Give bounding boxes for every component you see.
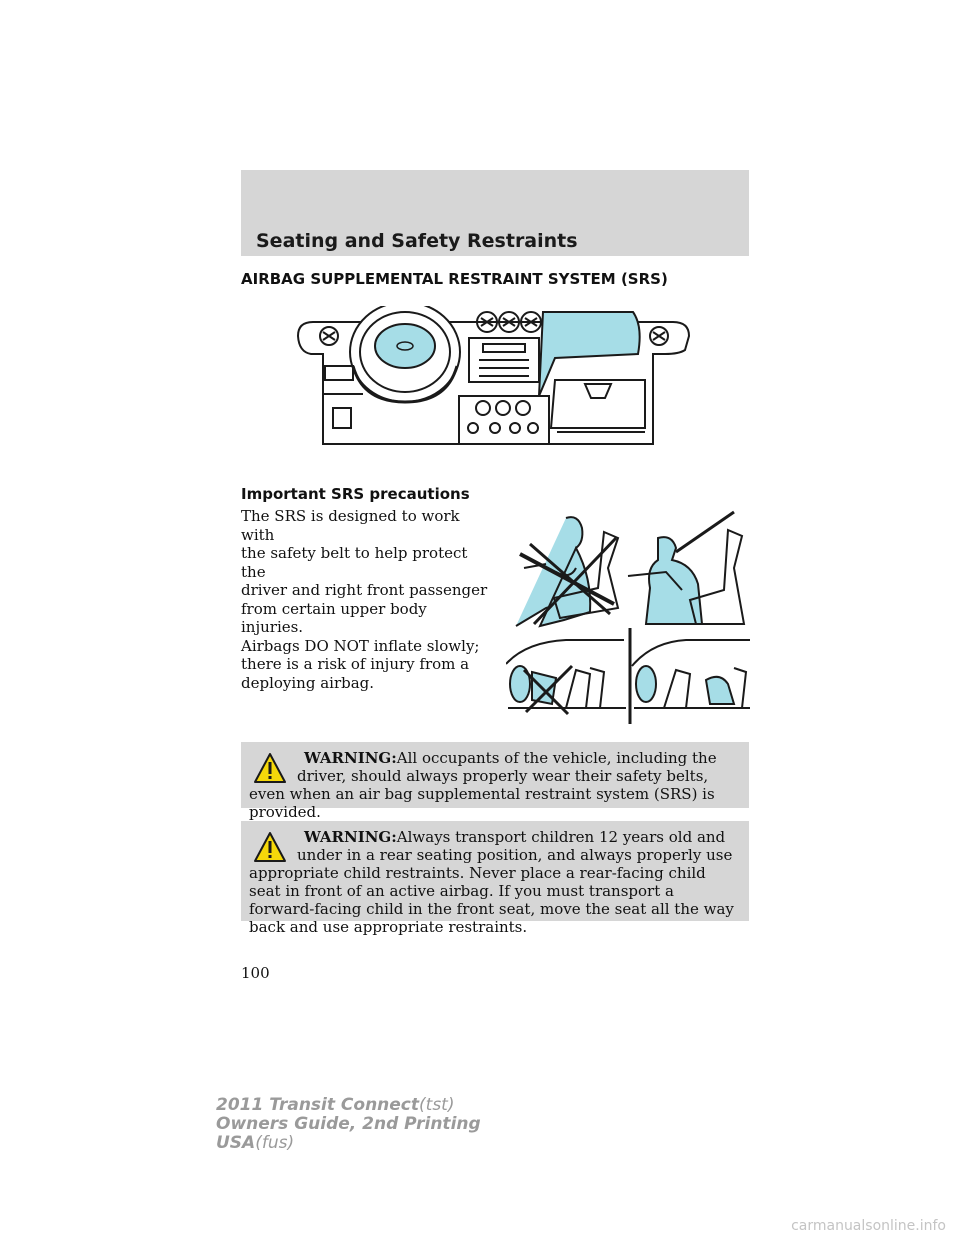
- warning-box-child-restraints: [241, 821, 749, 936]
- footer-vehicle: 2011 Transit Connect: [216, 1095, 420, 1115]
- rear-seat-child-figure: [632, 640, 750, 708]
- warning-text: Always transport children 12 years old and under in a rear seating position, and always properly use appropriate child restraints. Never place a rear-facing child seat in front of an active airbag. If you must transport a forward-facing child in the front seat, move the seat all the way back and use appropriate restraints.: [249, 828, 734, 936]
- proper-occupant-figure: [628, 512, 744, 624]
- warning-triangle-icon: [253, 752, 287, 784]
- precautions-line: The SRS is designed to work with: [241, 507, 460, 544]
- precautions-line: the safety belt to help protect the: [241, 544, 468, 581]
- document-footer: [216, 1096, 481, 1153]
- precautions-line: driver and right front passenger: [241, 581, 488, 599]
- warning-label: WARNING:: [304, 749, 397, 767]
- rear-facing-child-seat-figure: [506, 640, 626, 714]
- warning-label: WARNING:: [304, 828, 397, 846]
- too-close-occupant-figure: [516, 517, 618, 626]
- dashboard-airbag-illustration: [293, 306, 693, 458]
- chapter-title: Seating and Safety Restraints: [256, 230, 578, 252]
- footer-market: USA: [216, 1133, 256, 1153]
- footer-market-code: (fus): [255, 1133, 295, 1153]
- warning-triangle-icon: [253, 831, 287, 863]
- precautions-line: deploying airbag.: [241, 673, 375, 692]
- occupant-position-illustration: [506, 508, 754, 726]
- precautions-paragraph: [241, 507, 491, 692]
- driver-airbag-zone: [375, 324, 435, 368]
- precautions-line: from certain upper body injuries.: [241, 599, 427, 636]
- page-number: 100: [241, 964, 270, 982]
- precautions-line: Airbags DO NOT inflate slowly;: [241, 636, 480, 655]
- warning-box-safety-belts: [241, 742, 749, 821]
- warning-text: All occupants of the vehicle, including the driver, should always properly wear their safety belts, even when an air bag supplemental restraint system (SRS) is provided.: [249, 749, 717, 821]
- section-title: AIRBAG SUPPLEMENTAL RESTRAINT SYSTEM (SRS): [241, 270, 668, 288]
- watermark: carmanualsonline.info: [791, 1218, 946, 1234]
- footer-vehicle-code: (tst): [419, 1095, 455, 1115]
- header-band: [241, 170, 749, 256]
- footer-guide: Owners Guide, 2nd Printing: [216, 1114, 481, 1134]
- precautions-heading: Important SRS precautions: [241, 485, 470, 503]
- precautions-line: there is a risk of injury from a: [241, 655, 470, 673]
